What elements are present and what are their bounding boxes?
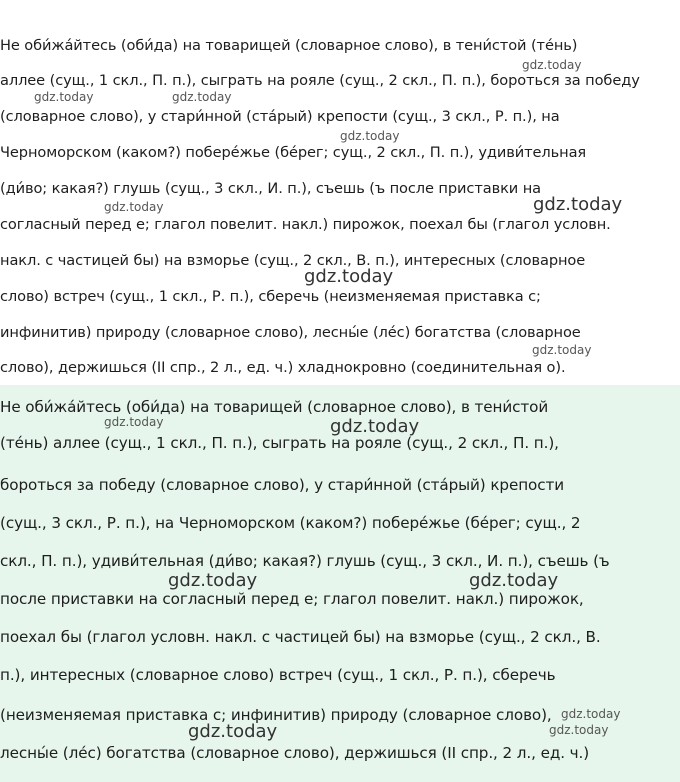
text-line: (неизменяемая приставка с; инфинитив) природу (словарное слово),: [0, 706, 552, 724]
text-line: бороться за победу (словарное слово), у стари́нной (ста́рый) крепости: [0, 476, 565, 494]
text-line: (ди́во; какая?) глушь (сущ., 3 скл., И. п.), съешь (ъ после приставки на: [0, 180, 541, 197]
watermark: gdz.today: [168, 570, 258, 591]
watermark: gdz.today: [104, 415, 164, 429]
text-line: согласный перед е; глагол повелит. накл.) пирожок, поехал бы (глагол условн.: [0, 216, 611, 233]
watermark: gdz.today: [304, 266, 394, 287]
text-line: слово) встреч (сущ., 1 скл., Р. п.), сберечь (неизменяемая приставка с;: [0, 288, 541, 305]
text-line: лесны́е (ле́с) богатства (словарное слово), держишься (II спр., 2 л., ед. ч.): [0, 744, 590, 762]
text-line: (те́нь) аллее (сущ., 1 скл., П. п.), сыграть на рояле (сущ., 2 скл., П. п.),: [0, 434, 559, 452]
watermark: gdz.today: [469, 570, 559, 591]
text-line: Черноморском (каком?) побере́жье (бе́рег; сущ., 2 скл., П. п.), удиви́тельная: [0, 144, 587, 161]
text-line: (словарное слово), у стари́нной (ста́рый) крепости (сущ., 3 скл., Р. п.), на: [0, 108, 560, 125]
text-line: слово), держишься (II спр., 2 л., ед. ч.) хладнокровно (соединительная о).: [0, 359, 566, 376]
watermark: gdz.today: [104, 200, 164, 214]
answer-text-bottom: [0, 385, 680, 782]
text-line: Не оби́жа́йтесь (оби́да) на товарищей (словарное слово), в тени́стой (те́нь): [0, 37, 578, 54]
text-line: (сущ., 3 скл., Р. п.), на Черноморском (каком?) побере́жье (бе́рег; сущ., 2: [0, 514, 581, 532]
answer-text-top: [0, 0, 680, 385]
watermark: gdz.today: [561, 707, 621, 721]
watermark: gdz.today: [522, 58, 582, 72]
watermark: gdz.today: [549, 723, 609, 737]
watermark: gdz.today: [172, 90, 232, 104]
watermark: gdz.today: [533, 194, 623, 215]
watermark: gdz.today: [34, 90, 94, 104]
text-line: скл., П. п.), удиви́тельная (ди́во; какая?) глушь (сущ., 3 скл., И. п.), съешь (ъ: [0, 552, 610, 570]
text-line: аллее (сущ., 1 скл., П. п.), сыграть на рояле (сущ., 2 скл., П. п.), бороться за победу: [0, 72, 640, 89]
watermark: gdz.today: [188, 721, 278, 742]
text-line: поехал бы (глагол условн. накл. с частицей бы) на взморье (сущ., 2 скл., В.: [0, 628, 601, 646]
text-line: инфинитив) природу (словарное слово), лесны́е (ле́с) богатства (словарное: [0, 324, 581, 341]
watermark: gdz.today: [532, 343, 592, 357]
watermark: gdz.today: [340, 129, 400, 143]
text-line: накл. с частицей бы) на взморье (сущ., 2 скл., В. п.), интересных (словарное: [0, 252, 586, 269]
watermark: gdz.today: [330, 416, 420, 437]
text-line: п.), интересных (словарное слово) встреч (сущ., 1 скл., Р. п.), сберечь: [0, 666, 556, 684]
text-line: после приставки на согласный перед е; глагол повелит. накл.) пирожок,: [0, 590, 584, 608]
text-line: Не оби́жа́йтесь (оби́да) на товарищей (словарное слово), в тени́стой: [0, 398, 549, 416]
